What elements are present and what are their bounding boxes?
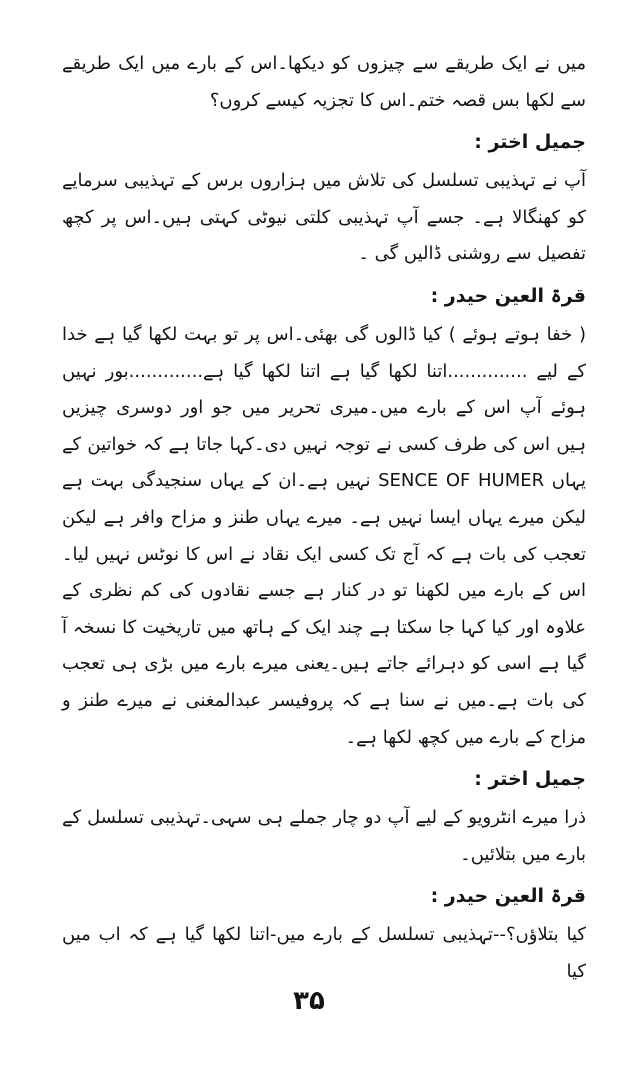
- speaker-label-jamil-akhtar: جمیل اختر :: [474, 131, 586, 154]
- paragraph-question-tahzibi-tasalsul: آپ نے تہذیبی تسلسل کی تلاش میں ہزاروں برس کے تہذیبی سرمایے کو کھنگالا ہے۔ جسے آپ تہذیبی کلتی نیوٹی کہتی ہیں۔اس پر کچھ تفصیل سے روشنی ڈالیں گی ۔: [62, 170, 586, 265]
- paragraph-intro: میں نے ایک طریقے سے چیزوں کو دیکھا۔اس کے بارے میں ایک طریقے سے لکھا بس قصہ ختم۔اس کا تجزیہ کیسے کروں؟: [62, 53, 586, 111]
- speaker-label-qurratulain-hyder: قرۃ العین حیدر :: [430, 284, 586, 307]
- speaker-label-jamil-akhtar-2: جمیل اختر :: [474, 768, 586, 791]
- speaker-label-qurratulain-hyder-2: قرۃ العین حیدر :: [430, 885, 586, 908]
- paragraph-question-interview: ذرا میرے انٹرویو کے لیے آپ دو چار جملے ہی سہی۔تہذیبی تسلسل کے بارے میں بتلائیں۔: [62, 807, 586, 865]
- page-number: ۳۵: [293, 986, 325, 1016]
- paragraph-answer-humor: ( خفا ہوتے ہوئے ) کیا ڈالوں گی بھئی۔اس پر تو بہت لکھا گیا ہے خدا کے لیے ..............اتنا لکھا گیا ہے اتنا لکھا گیا ہے.............بور نہیں ہوئے آپ اس کے بارے میں۔میری تحریر میں جو اور دوسری چیزیں ہیں اس کی طرف کسی نے توجہ نہیں دی۔کہا جاتا ہے کہ خواتین کے یہاں SENCE OF HUMER نہیں ہے۔ان کے یہاں سنجیدگی بہت ہے لیکن میرے یہاں ایسا نہیں ہے۔ میرے یہاں طنز و مزاح وافر ہے لیکن تعجب کی بات ہے کہ آج تک کسی ایک نقاد نے اس کا نوٹس نہیں لیا۔اس کے بارے میں لکھنا تو در کنار ہے جسے نقادوں کی کم نظری کے علاوہ اور کیا کہا جا سکتا ہے چند ایک کے ہاتھ میں تاریخیت کا نسخہ آ گیا ہے اسی کو دہرائے جاتے ہیں۔یعنی میرے بارے میں بڑی ہی تعجب کی بات ہے۔میں نے سنا ہے کہ پروفیسر عبدالمغنی نے میرے طنز و مزاح کے بارے میں کچھ لکھا ہے۔: [62, 323, 587, 748]
- paragraph-answer-continued: کیا بتلاؤں؟--تہذیبی تسلسل کے بارے میں-اتنا لکھا گیا ہے کہ اب میں کیا: [62, 924, 586, 982]
- page-body: [62, 46, 586, 990]
